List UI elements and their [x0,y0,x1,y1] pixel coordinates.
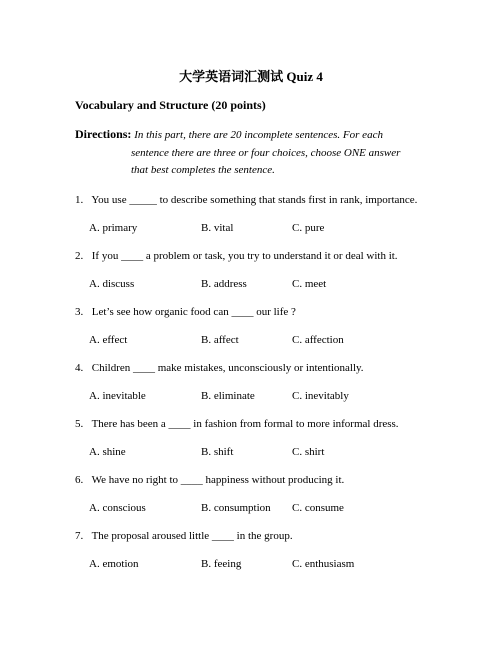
quiz-title: 大学英语词汇测试 Quiz 4 [179,69,323,84]
question-number: 7. [75,530,84,542]
section-heading: Vocabulary and Structure (20 points) [75,98,266,112]
option-c: C. pure [292,222,325,234]
option-c: C. consume [292,502,344,514]
option-b: B. feeing [201,558,242,570]
question-5 [75,418,399,430]
option-c: C. enthusiasm [292,558,355,570]
directions-line-1: In this part, there are 20 incomplete sentences. For each [134,129,383,141]
question-7 [75,530,293,542]
question-text: If you ____ a problem or task, you try to understand it or deal with it. [91,250,398,262]
question-4 [75,362,364,374]
question-number: 4. [75,362,84,374]
question-text: There has been a ____ in fashion from formal to more informal dress. [91,418,399,430]
directions-label: Directions: [75,127,132,141]
question-number: 6. [75,474,84,486]
option-a: A. conscious [89,502,146,514]
directions-line-2: sentence there are three or four choices, choose ONE answer [131,146,401,159]
question-2 [75,250,398,262]
option-c: C. affection [292,334,344,346]
option-a: A. inevitable [89,390,146,402]
question-text: The proposal aroused little ____ in the group. [91,530,293,542]
option-a: A. emotion [89,558,139,570]
option-b: B. affect [201,334,239,346]
directions-line-3: that best completes the sentence. [131,164,275,176]
directions-block [75,126,455,180]
question-text: Children ____ make mistakes, unconsciously or intentionally. [91,362,364,374]
option-c: C. meet [292,278,327,290]
option-b: B. vital [201,222,234,234]
option-b: B. address [201,278,247,290]
question-text: We have no right to ____ happiness without producing it. [91,474,345,486]
question-number: 5. [75,418,84,430]
option-c: C. shirt [292,446,325,458]
option-b: B. consumption [201,502,271,514]
option-c: C. inevitably [292,390,349,402]
question-number: 3. [75,306,84,318]
question-number: 2. [75,250,84,262]
question-text: Let’s see how organic food can ____ our life ? [91,306,296,318]
question-6 [75,474,344,486]
question-number: 1. [75,194,84,206]
option-a: A. primary [89,222,138,234]
question-3 [75,306,296,318]
option-a: A. discuss [89,278,135,290]
option-a: A. effect [89,334,128,346]
option-a: A. shine [89,446,126,458]
option-b: B. shift [201,446,234,458]
option-b: B. eliminate [201,390,255,402]
question-text: You use _____ to describe something that stands first in rank, importance. [91,194,418,206]
question-1 [75,194,417,206]
